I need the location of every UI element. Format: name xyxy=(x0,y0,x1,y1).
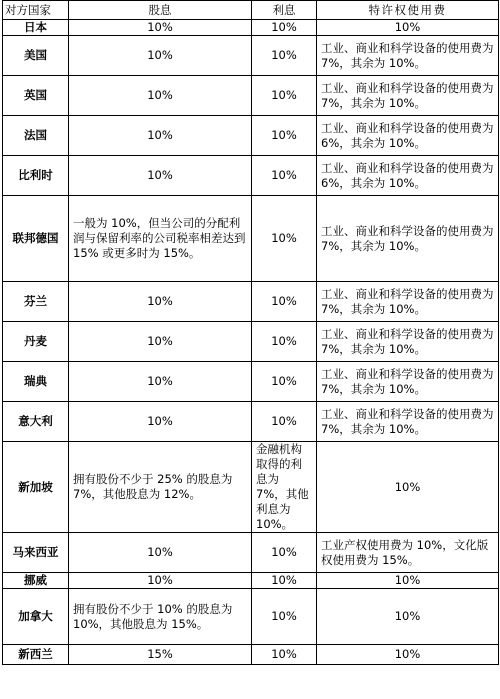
cell-interest: 10% xyxy=(252,645,317,665)
cell-country: 美国 xyxy=(3,36,69,76)
cell-royalties: 工业、商业和科学设备的使用费为 7%，其余为 10%。 xyxy=(317,402,499,442)
cell-interest: 10% xyxy=(252,196,317,282)
cell-country: 联邦德国 xyxy=(3,196,69,282)
cell-royalties: 工业、商业和科学设备的使用费为 7%，其余为 10%。 xyxy=(317,362,499,402)
cell-interest: 10% xyxy=(252,402,317,442)
cell-interest: 10% xyxy=(252,116,317,156)
cell-royalties: 工业、商业和科学设备的使用费为 7%，其余为 10%。 xyxy=(317,36,499,76)
cell-dividends: 10% xyxy=(69,156,252,196)
cell-dividends: 10% xyxy=(69,362,252,402)
cell-interest: 10% xyxy=(252,573,317,589)
cell-interest: 10% xyxy=(252,20,317,36)
cell-royalties: 10% xyxy=(317,442,499,533)
cell-country: 丹麦 xyxy=(3,322,69,362)
tax-treaty-table xyxy=(2,0,499,665)
cell-royalties: 工业、商业和科学设备的使用费为 6%，其余为 10%。 xyxy=(317,156,499,196)
cell-country: 新加坡 xyxy=(3,442,69,533)
cell-country: 新西兰 xyxy=(3,645,69,665)
table-row xyxy=(3,322,499,362)
cell-country: 芬兰 xyxy=(3,282,69,322)
cell-royalties: 10% xyxy=(317,645,499,665)
cell-country: 加拿大 xyxy=(3,589,69,645)
table-row xyxy=(3,645,499,665)
cell-country: 法国 xyxy=(3,116,69,156)
table-row xyxy=(3,282,499,322)
cell-dividends: 一般为 10%，但当公司的分配利润与保留利率的公司税率相差达到 15% 或更多时为 15%。 xyxy=(69,196,252,282)
cell-country: 英国 xyxy=(3,76,69,116)
table-row xyxy=(3,116,499,156)
cell-interest: 10% xyxy=(252,36,317,76)
table-row xyxy=(3,533,499,573)
cell-royalties: 10% xyxy=(317,589,499,645)
header-royalties: 特许权使用费 xyxy=(317,1,499,20)
cell-interest: 10% xyxy=(252,322,317,362)
table-row xyxy=(3,156,499,196)
cell-dividends: 15% xyxy=(69,645,252,665)
cell-royalties: 工业产权使用费为 10%，文化版权使用费为 15%。 xyxy=(317,533,499,573)
table-row xyxy=(3,402,499,442)
table-row xyxy=(3,442,499,533)
cell-interest: 10% xyxy=(252,76,317,116)
cell-dividends: 10% xyxy=(69,36,252,76)
cell-dividends: 拥有股份不少于 25% 的股息为 7%，其他股息为 12%。 xyxy=(69,442,252,533)
table-row xyxy=(3,36,499,76)
table-row xyxy=(3,76,499,116)
cell-dividends: 10% xyxy=(69,282,252,322)
table-row xyxy=(3,362,499,402)
cell-country: 挪威 xyxy=(3,573,69,589)
cell-country: 意大利 xyxy=(3,402,69,442)
cell-dividends: 10% xyxy=(69,116,252,156)
cell-country: 马来西亚 xyxy=(3,533,69,573)
cell-dividends: 10% xyxy=(69,76,252,116)
cell-dividends: 10% xyxy=(69,573,252,589)
cell-royalties: 工业、商业和科学设备的使用费为 6%，其余为 10%。 xyxy=(317,116,499,156)
cell-royalties: 10% xyxy=(317,20,499,36)
cell-interest: 10% xyxy=(252,362,317,402)
cell-royalties: 工业、商业和科学设备的使用费为 7%，其余为 10%。 xyxy=(317,196,499,282)
cell-country: 日本 xyxy=(3,20,69,36)
header-dividends: 股息 xyxy=(69,1,252,20)
cell-royalties: 10% xyxy=(317,573,499,589)
cell-interest: 10% xyxy=(252,533,317,573)
cell-country: 瑞典 xyxy=(3,362,69,402)
cell-interest: 金融机构取得的利息为 7%，其他利息为 10%。 xyxy=(252,442,317,533)
cell-royalties: 工业、商业和科学设备的使用费为 7%，其余为 10%。 xyxy=(317,322,499,362)
table-row xyxy=(3,196,499,282)
cell-country: 比利时 xyxy=(3,156,69,196)
cell-dividends: 10% xyxy=(69,20,252,36)
cell-dividends: 10% xyxy=(69,322,252,362)
cell-dividends: 10% xyxy=(69,533,252,573)
table-header-row xyxy=(3,1,499,20)
cell-royalties: 工业、商业和科学设备的使用费为 7%，其余为 10%。 xyxy=(317,76,499,116)
table-row xyxy=(3,573,499,589)
cell-interest: 10% xyxy=(252,282,317,322)
table-row xyxy=(3,20,499,36)
cell-interest: 10% xyxy=(252,156,317,196)
cell-royalties: 工业、商业和科学设备的使用费为 7%，其余为 10%。 xyxy=(317,282,499,322)
cell-dividends: 拥有股份不少于 10% 的股息为 10%，其他股息为 15%。 xyxy=(69,589,252,645)
header-interest: 利息 xyxy=(252,1,317,20)
cell-dividends: 10% xyxy=(69,402,252,442)
table-row xyxy=(3,589,499,645)
header-country: 对方国家 xyxy=(3,1,69,20)
cell-interest: 10% xyxy=(252,589,317,645)
